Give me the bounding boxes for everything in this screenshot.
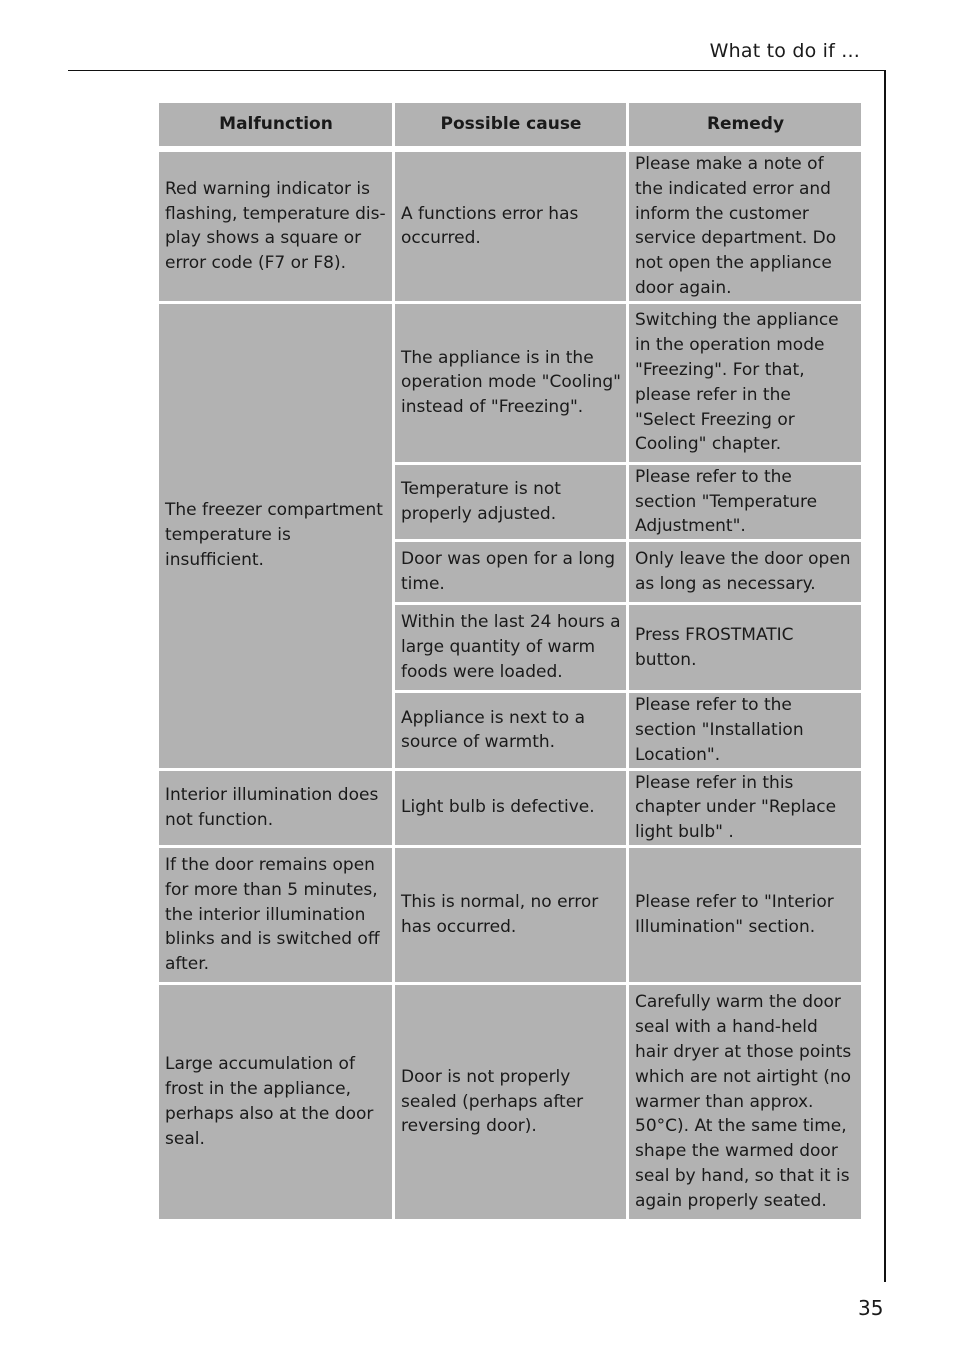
malfunction-cell: Interior illumination does not function. — [159, 771, 392, 845]
remedy-cell: Please refer to "Interior Illumination" section. — [629, 848, 861, 982]
remedy-cell: Carefully warm the door seal with a hand-held hair dryer at those points which are not airtight (no warmer than approx. 50°C). At the same time, shape the warmed door seal by hand, so that it is again properly seated. — [629, 985, 861, 1219]
malfunction-cell: Red warning indicator is flashing, temperature dis-play shows a square or error code (F7 or F8). — [159, 152, 392, 301]
column-header-malfunction: Malfunction — [159, 103, 392, 146]
table-row — [159, 985, 861, 1219]
cause-cell: Within the last 24 hours a large quantity of warm foods were loaded. — [395, 605, 626, 690]
cause-cell: Door is not properly sealed (perhaps after reversing door). — [395, 985, 626, 1219]
malfunction-cell: Large accumulation of frost in the appliance, perhaps also at the door seal. — [159, 985, 392, 1219]
cause-cell: Appliance is next to a source of warmth. — [395, 693, 626, 767]
malfunction-cell: The freezer compartment temperature is insufficient. — [159, 304, 392, 768]
cause-cell: This is normal, no error has occurred. — [395, 848, 626, 982]
column-header-remedy: Remedy — [629, 103, 861, 146]
cause-cell: Door was open for a long time. — [395, 542, 626, 602]
section-title: What to do if ... — [709, 40, 860, 62]
header-rule — [68, 70, 886, 71]
side-rule — [884, 70, 886, 1282]
cause-cell: A functions error has occurred. — [395, 152, 626, 301]
remedy-cell: Please refer to the section "Installation Location". — [629, 693, 861, 767]
malfunction-cell: If the door remains open for more than 5 minutes, the interior illumination blinks and is switched off after. — [159, 848, 392, 982]
remedy-cell: Only leave the door open as long as necessary. — [629, 542, 861, 602]
table-row — [159, 848, 861, 982]
column-header-possible-cause: Possible cause — [395, 103, 626, 146]
remedy-cell: Please make a note of the indicated error and inform the customer service department. Do not open the appliance door again. — [629, 152, 861, 301]
cause-cell: Temperature is not properly adjusted. — [395, 465, 626, 539]
table-row — [159, 304, 861, 462]
table-row — [159, 152, 861, 301]
table-header-row — [159, 103, 861, 146]
remedy-cell: Switching the appliance in the operation mode "Freezing". For that, please refer in the "Select Freezing or Cooling" chapter. — [629, 304, 861, 462]
remedy-cell: Please refer in this chapter under "Replace light bulb" . — [629, 771, 861, 845]
remedy-cell: Please refer to the section "Temperature Adjustment". — [629, 465, 861, 539]
cause-cell: The appliance is in the operation mode "Cooling" instead of "Freezing". — [395, 304, 626, 462]
remedy-cell: Press FROSTMATIC button. — [629, 605, 861, 690]
table-row — [159, 771, 861, 845]
troubleshooting-table — [156, 100, 864, 1222]
page-number: 35 — [858, 1296, 884, 1320]
cause-cell: Light bulb is defective. — [395, 771, 626, 845]
